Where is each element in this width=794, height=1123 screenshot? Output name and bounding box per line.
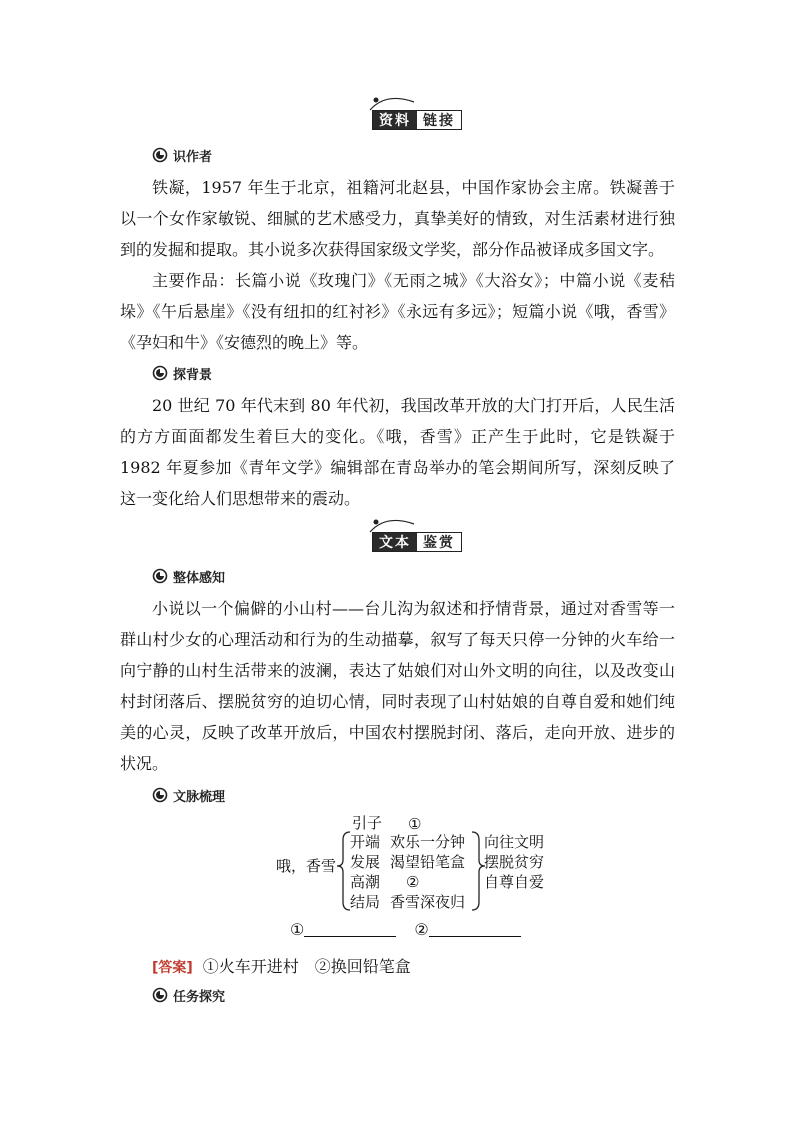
- overview-paragraph: 小说以一个偏僻的小山村——台儿沟为叙述和抒情背景，通过对香雪等一群山村少女的心理活动和行为的生动描摹，叙写了每天只停一分钟的火车给一向宁静的山村生活带来的波澜，表达了姑娘们对山外文明的向往，以及改变山村封闭落后、摆脱贫穷的迫切心情，同时表现了山村姑娘的自尊自爱和她们纯美的心灵，反映了改革开放后，中国农村摆脱封闭、落后，走向开放、进步的状况。: [120, 599, 675, 773]
- section-heading-structure: [152, 786, 225, 804]
- diagram-theme: 向往文明: [484, 833, 545, 851]
- blank-label: ①: [290, 920, 305, 939]
- diagram-event: 香雪深夜归: [390, 893, 466, 911]
- section-bullet-icon: [152, 787, 168, 803]
- section-bullet-icon: [152, 568, 168, 584]
- blank-line[interactable]: [304, 920, 396, 937]
- background-paragraph: 20 世纪 70 年代末到 80 年代初，我国改革开放的大门打开后，人民生活的方方面面都发生着巨大的变化。《哦，香雪》正产生于此时，它是铁凝于 1982 年夏参加《青年文学》编辑部在青岛举办的笔会期间所写，深刻反映了这一变化给人们思想带来的震动。: [120, 396, 675, 508]
- section-heading-text: 任务探究: [173, 989, 226, 1005]
- banner-light-text: 鉴赏: [417, 533, 461, 551]
- section-heading-text: 探背景: [173, 367, 213, 383]
- section-bullet-icon: [152, 365, 168, 381]
- diagram-event-blank: ①: [408, 815, 422, 833]
- diagram-stage: 结局: [350, 893, 381, 911]
- section-bullet-icon: [152, 987, 168, 1003]
- answer-line: [152, 954, 411, 977]
- text-appreciation-banner: [366, 524, 466, 550]
- answer-text: ①火车开进村 ②换回铅笔盒: [202, 957, 411, 976]
- plot-structure-diagram: [276, 812, 576, 918]
- section-heading-task: [152, 986, 225, 1004]
- resource-link-banner: [366, 102, 466, 128]
- banner-dark-text: 资料: [373, 111, 417, 129]
- diagram-event-blank: ②: [406, 873, 420, 891]
- banner-dark-text: 文本: [373, 533, 417, 551]
- answer-tag: [答案]: [152, 960, 193, 976]
- section-heading-text: 识作者: [173, 149, 213, 165]
- section-heading-text: 文脉梳理: [173, 789, 226, 805]
- diagram-event: 欢乐一分钟: [390, 833, 466, 851]
- section-heading-overview: [152, 567, 225, 585]
- diagram-stage: 高潮: [350, 873, 381, 891]
- section-bullet-icon: [152, 147, 168, 163]
- section-heading-text: 整体感知: [173, 570, 226, 586]
- blank-line[interactable]: [429, 920, 521, 937]
- section-heading-author: [152, 146, 212, 164]
- diagram-stage: 开端: [350, 833, 381, 851]
- banner-light-text: 链接: [417, 111, 461, 129]
- diagram-intro: 引子: [352, 814, 383, 832]
- diagram-theme: 摆脱贫穷: [484, 853, 545, 871]
- author-works-paragraph: 主要作品：长篇小说《玫瑰门》《无雨之城》《大浴女》；中篇小说《麦秸垛》《午后悬崖》《没有纽扣的红衬衫》《永远有多远》；短篇小说《哦，香雪》《孕妇和牛》《安德烈的晚上》等。: [120, 271, 675, 352]
- diagram-event: 渴望铅笔盒: [390, 853, 466, 871]
- section-heading-background: [152, 364, 212, 382]
- author-bio-paragraph: 铁凝，1957 年生于北京，祖籍河北赵县，中国作家协会主席。铁凝善于以一个女作家敏锐、细腻的艺术感受力，真挚美好的情致，对生活素材进行独到的发掘和提取。其小说多次获得国家级文学奖，部分作品被译成多国文字。: [120, 178, 675, 259]
- fill-in-blanks: [290, 920, 539, 939]
- diagram-theme: 自尊自爱: [484, 873, 545, 891]
- diagram-stage: 发展: [350, 853, 381, 871]
- blank-label: ②: [414, 920, 429, 939]
- diagram-title: 哦，香雪: [276, 857, 337, 875]
